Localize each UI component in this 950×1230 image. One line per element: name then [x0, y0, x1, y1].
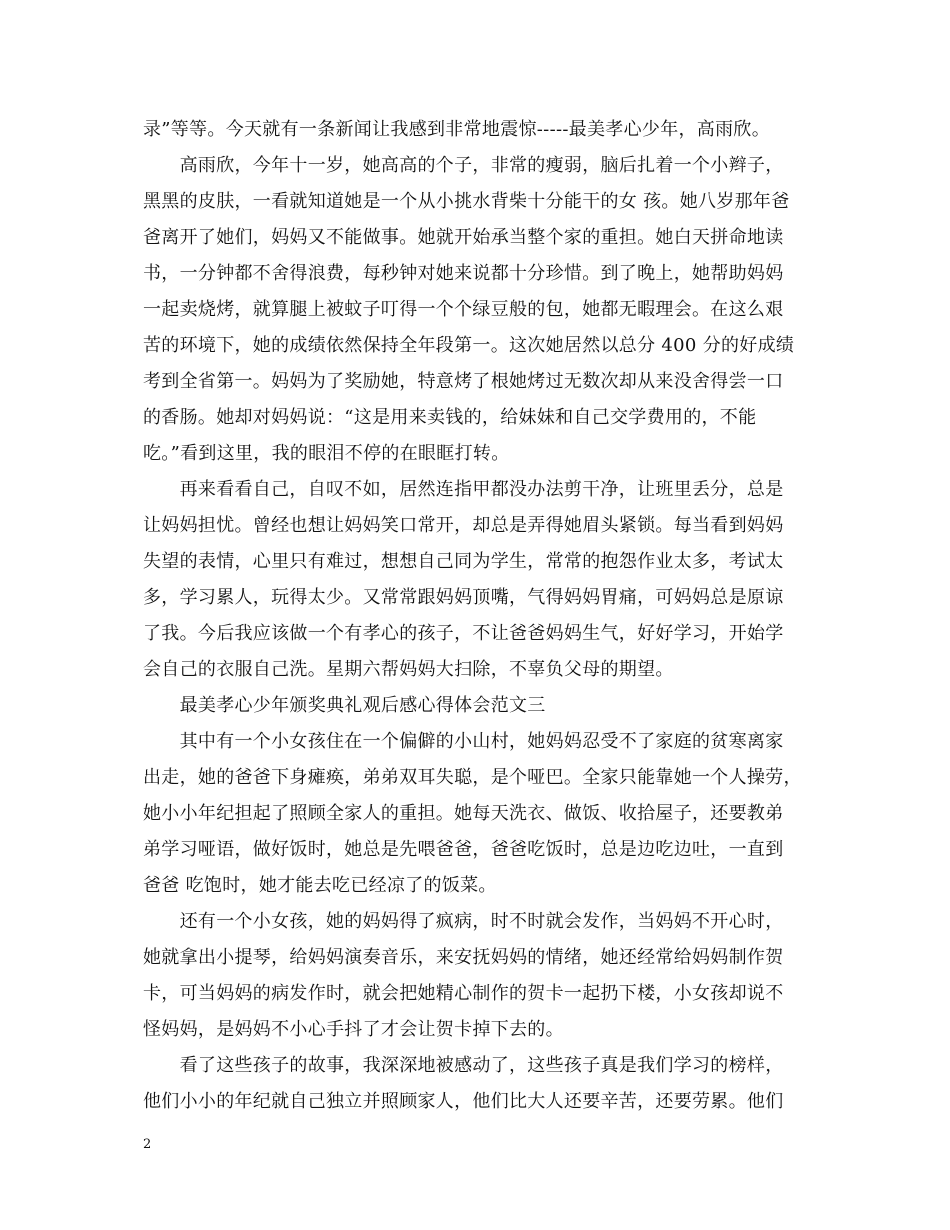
- text-line: 其中有一个小女孩住在一个偏僻的小山村，她妈妈忍受不了家庭的贫寒离家: [143, 731, 784, 752]
- text-line: 一起卖烧烤，就算腿上被蚊子叮得一个个绿豆般的包，她都无暇理会。在这么艰: [143, 299, 784, 320]
- text-line: 看了这些孩子的故事，我深深地被感动了，这些孩子真是我们学习的榜样，: [143, 1055, 784, 1076]
- text-line: 失望的表情，心里只有难过，想想自己同为学生，常常的抱怨作业太多，考试太: [143, 551, 784, 572]
- text-line: 的香肠。她却对妈妈说：“这是用来卖钱的，给妹妹和自己交学费用的，不能: [143, 407, 757, 428]
- page-number: 2: [143, 1137, 152, 1152]
- text-line: 苦的环境下，她的成绩依然保持全年段第一。这次她居然以总分 400 分的好成绩: [143, 335, 795, 356]
- text-line: 还有一个小女孩，她的妈妈得了疯病，时不时就会发作，当妈妈不开心时，: [143, 911, 784, 932]
- text-line: 爸爸 吃饱时，她才能去吃已经凉了的饭菜。: [143, 875, 497, 896]
- text-line: 卡，可当妈妈的病发作时，就会把她精心制作的贺卡一起扔下楼，小女孩却说不: [143, 983, 784, 1004]
- text-line: 爸离开了她们，妈妈又不能做事。她就开始承当整个家的重担。她白天拼命地读: [143, 227, 784, 248]
- text-line: 她就拿出小提琴，给妈妈演奏音乐，来安抚妈妈的情绪，她还经常给妈妈制作贺: [143, 947, 784, 968]
- text-line: 了我。今后我应该做一个有孝心的孩子，不让爸爸妈妈生气，好好学习，开始学: [143, 623, 784, 644]
- text-line: 她小小年纪担起了照顾全家人的重担。她每天洗衣、做饭、收拾屋子，还要教弟: [143, 803, 784, 824]
- text-line: 怪妈妈，是妈妈不小心手抖了才会让贺卡掉下去的。: [143, 1019, 564, 1040]
- text-line: 会自己的衣服自己洗。星期六帮妈妈大扫除，不辜负父母的期望。: [143, 659, 674, 680]
- section-heading: 最美孝心少年颁奖典礼观后感心得体会范文三: [143, 695, 546, 716]
- text-line: 高雨欣，今年十一岁，她高高的个子，非常的瘦弱，脑后扎着一个小辫子，: [143, 155, 784, 176]
- text-line: 出走，她的爸爸下身瘫痪，弟弟双耳失聪，是个哑巴。全家只能靠她一个人操劳，: [143, 767, 802, 788]
- text-line: 多，学习累人，玩得太少。又常常跟妈妈顶嘴，气得妈妈胃痛，可妈妈总是原谅: [143, 587, 784, 608]
- text-line: 吃。”看到这里，我的眼泪不停的在眼眶打转。: [143, 443, 510, 464]
- text-line: 书，一分钟都不舍得浪费，每秒钟对她来说都十分珍惜。到了晚上，她帮助妈妈: [143, 263, 784, 284]
- text-line: 弟学习哑语，做好饭时，她总是先喂爸爸，爸爸吃饭时，总是边吃边吐，一直到: [143, 839, 784, 860]
- text-line: 考到全省第一。妈妈为了奖励她，特意烤了根她烤过无数次却从来没舍得尝一口: [143, 371, 784, 392]
- text-line: 再来看看自己，自叹不如，居然连指甲都没办法剪干净，让班里丢分，总是: [143, 479, 784, 500]
- text-line: 让妈妈担忧。曾经也想让妈妈笑口常开，却总是弄得她眉头紧锁。每当看到妈妈: [143, 515, 784, 536]
- text-line: 黑黑的皮肤，一看就知道她是一个从小挑水背柴十分能干的女 孩。她八岁那年爸: [143, 191, 790, 212]
- text-line: 录”等等。今天就有一条新闻让我感到非常地震惊-----最美孝心少年，高雨欣。: [143, 119, 771, 140]
- text-line: 他们小小的年纪就自己独立并照顾家人，他们比大人还要辛苦，还要劳累。他们: [143, 1091, 784, 1112]
